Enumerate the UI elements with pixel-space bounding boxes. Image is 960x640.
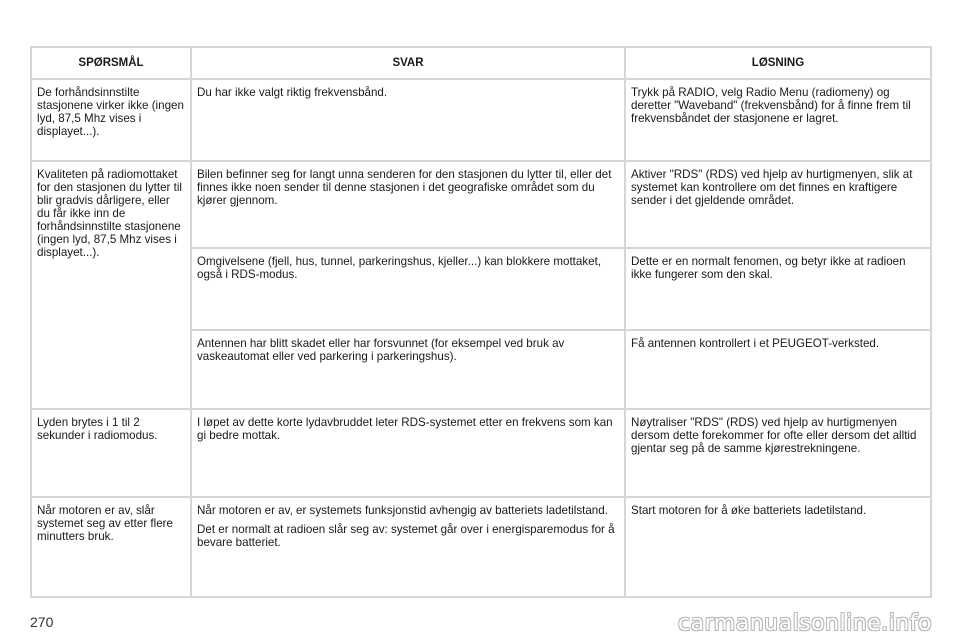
question-cell: De forhåndsinnstilte stasjonene virker ikke (ingen lyd, 87,5 Mhz vises i displayet...). <box>31 79 191 161</box>
header-answer: SVAR <box>191 47 625 79</box>
question-cell: Kvaliteten på radiomottaket for den stasjonen du lytter til blir gradvis dårligere, eller du får ikke inn de forhåndsinnstilte stasjonene (ingen lyd, 87,5 Mhz vises i displayet...). <box>31 161 191 409</box>
answer-text: Det er normalt at radioen slår seg av: systemet går over i energisparemodus for å bevare batteriet. <box>197 523 615 549</box>
solution-cell: Få antennen kontrollert i et PEUGEOT-verksted. <box>625 330 931 409</box>
answer-text: Omgivelsene (fjell, hus, tunnel, parkeringshus, kjeller...) kan blokkere mottaket, også i RDS-modus. <box>197 255 602 281</box>
answer-text: Når motoren er av, er systemets funksjonstid avhengig av batteriets ladetilstand. <box>197 504 608 517</box>
table-row <box>31 79 931 161</box>
question-cell: Når motoren er av, slår systemet seg av etter flere minutters bruk. <box>31 497 191 597</box>
troubleshooting-table <box>30 46 932 598</box>
table-row <box>31 161 931 248</box>
solution-cell: Start motoren for å øke batteriets ladetilstand. <box>625 497 931 597</box>
answer-cell <box>191 161 625 248</box>
table-row <box>31 497 931 597</box>
header-question: SPØRSMÅL <box>31 47 191 79</box>
solution-cell: Aktiver "RDS" (RDS) ved hjelp av hurtigmenyen, slik at systemet kan kontrollere om det finnes en kraftigere sender i det gjeldende området. <box>625 161 931 248</box>
table-row <box>31 409 931 497</box>
header-solution: LØSNING <box>625 47 931 79</box>
solution-cell: Trykk på RADIO, velg Radio Menu (radiomeny) og deretter "Waveband" (frekvensbånd) for å finne frem til frekvensbåndet der stasjonene er lagret. <box>625 79 931 161</box>
answer-cell <box>191 409 625 497</box>
answer-cell <box>191 330 625 409</box>
answer-cell <box>191 497 625 597</box>
watermark: carmanualsonline.info <box>678 611 932 636</box>
question-cell: Lyden brytes i 1 til 2 sekunder i radiomodus. <box>31 409 191 497</box>
answer-cell <box>191 79 625 161</box>
solution-cell: Nøytraliser "RDS" (RDS) ved hjelp av hurtigmenyen dersom dette forekommer for ofte eller dersom det alltid gjentar seg på de samme kjørestrekningene. <box>625 409 931 497</box>
answer-cell <box>191 248 625 330</box>
answer-text: I løpet av dette korte lydavbruddet leter RDS-systemet etter en frekvens som kan gi bedre mottak. <box>197 416 613 442</box>
answer-text: Antennen har blitt skadet eller har forsvunnet (for eksempel ved bruk av vaskeautomat eller ved parkering i parkeringshus). <box>197 337 565 363</box>
answer-text: Du har ikke valgt riktig frekvensbånd. <box>197 86 388 99</box>
solution-cell: Dette er en normalt fenomen, og betyr ikke at radioen ikke fungerer som den skal. <box>625 248 931 330</box>
header-row <box>31 47 931 79</box>
page-number: 270 <box>30 614 54 630</box>
answer-text: Bilen befinner seg for langt unna senderen for den stasjonen du lytter til, eller det finnes ikke noen sender til denne stasjonen i det geografiske området som du kjører gjennom. <box>197 168 612 207</box>
